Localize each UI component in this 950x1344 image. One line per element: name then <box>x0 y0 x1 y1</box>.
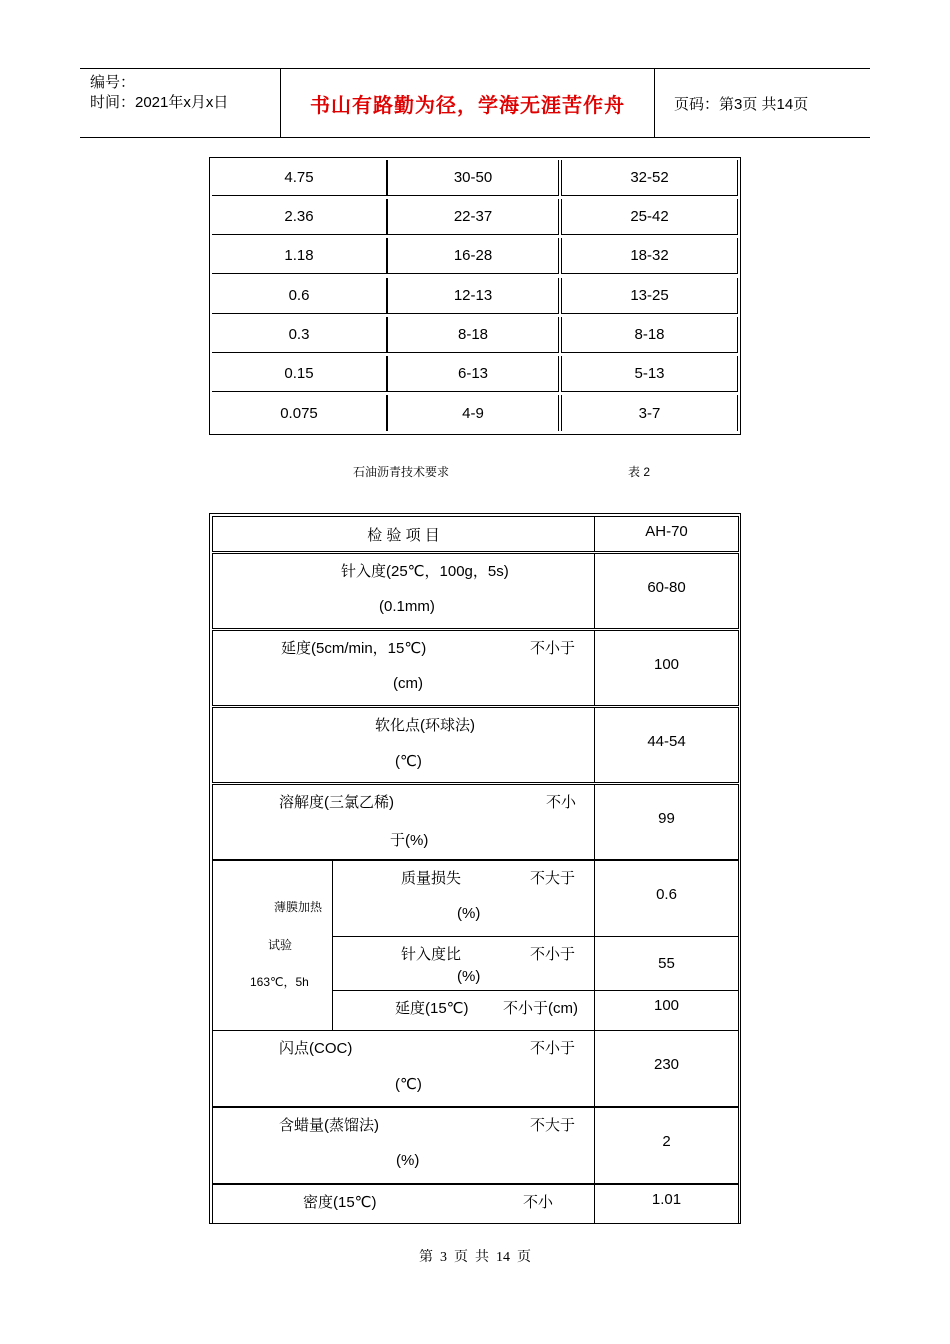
solubility-requirement: 不小 <box>546 794 577 811</box>
asphalt-requirements-table <box>209 513 741 1224</box>
sieve-table <box>209 157 741 435</box>
ductility-requirement: 不小于 <box>530 640 576 657</box>
sieve-size-cell: 0.3 <box>212 317 387 353</box>
ductility-value-cell <box>594 630 739 706</box>
mass-loss-value-cell <box>594 860 739 937</box>
flash-label: 闪点(COC) <box>279 1040 353 1057</box>
sieve-size-cell: 0.075 <box>212 395 387 431</box>
page-header <box>80 68 870 138</box>
penetration-value-cell <box>594 553 739 629</box>
pen-ratio-value: 55 <box>658 955 675 972</box>
flash-value-cell <box>594 1030 739 1107</box>
solubility-item-cell <box>212 784 595 860</box>
ductility-unit: (cm) <box>393 675 423 692</box>
penetration-label: 针入度(25℃，100g，5s) <box>341 563 509 580</box>
ductility-value: 100 <box>653 656 680 673</box>
range-cell: 30-50 <box>387 160 559 196</box>
range-cell: 13-25 <box>561 278 738 314</box>
tfot-mass-loss-cell <box>332 860 595 937</box>
table-row <box>210 315 740 354</box>
table-row <box>210 393 740 432</box>
wax-value: 2 <box>662 1133 671 1150</box>
tfot-label-line1: 薄膜加热 <box>274 900 323 914</box>
range-cell: 5-13 <box>561 356 738 392</box>
header-item-cell <box>212 516 595 552</box>
density-item-cell <box>212 1184 595 1223</box>
solubility-label: 溶解度(三氯乙稀) <box>279 794 394 811</box>
tfot-pen-ratio-cell <box>332 936 595 991</box>
penetration-unit: (0.1mm) <box>379 598 435 615</box>
tfot-ductility-requirement: 不小于(cm) <box>503 1000 578 1017</box>
tfot-label-cell <box>212 860 333 1031</box>
sieve-size-cell: 0.6 <box>212 278 387 314</box>
mass-loss-requirement: 不大于 <box>530 870 576 887</box>
sieve-size-cell: 0.15 <box>212 356 387 392</box>
sieve-size-cell: 1.18 <box>212 238 387 274</box>
softening-value-cell <box>594 707 739 783</box>
page-info-text: 页码：第3页 共14页 <box>674 95 809 113</box>
mass-loss-label: 质量损失 <box>401 870 462 887</box>
header-page-info <box>664 69 870 137</box>
ductility-label: 延度(5cm/min，15℃) <box>281 640 427 657</box>
header-info-cell <box>80 69 281 137</box>
range-cell: 18-32 <box>561 238 738 274</box>
header-grade-label: AH-70 <box>645 523 688 540</box>
ductility-item-cell <box>212 630 595 706</box>
tfot-ductility-value: 100 <box>653 997 680 1014</box>
range-cell: 3-7 <box>561 395 738 431</box>
header-item-label: 检 验 项 目 <box>367 527 440 544</box>
wax-unit: (%) <box>396 1152 420 1169</box>
range-cell: 22-37 <box>387 199 559 235</box>
density-value-cell <box>594 1184 739 1223</box>
solubility-value-cell <box>594 784 739 860</box>
range-cell: 12-13 <box>387 278 559 314</box>
table-row <box>210 158 740 197</box>
pen-ratio-label: 针入度比 <box>401 946 462 963</box>
doc-number-label: 编号： <box>90 74 136 91</box>
mass-loss-unit: (%) <box>457 905 481 922</box>
density-label: 密度(15℃) <box>303 1194 377 1211</box>
solubility-unit: 于(%) <box>390 832 429 849</box>
flash-item-cell <box>212 1030 595 1107</box>
penetration-value: 60-80 <box>647 579 686 596</box>
range-cell: 8-18 <box>387 317 559 353</box>
flash-requirement: 不小于 <box>530 1040 576 1057</box>
table-row <box>210 197 740 236</box>
sieve-size-cell: 4.75 <box>212 160 387 196</box>
header-grade-cell <box>594 516 739 552</box>
penetration-item-cell <box>212 553 595 629</box>
wax-requirement: 不大于 <box>530 1117 576 1134</box>
softening-unit: (℃) <box>395 753 422 770</box>
range-cell: 25-42 <box>561 199 738 235</box>
range-cell: 32-52 <box>561 160 738 196</box>
table-caption-title: 石油沥青技术要求 <box>353 465 450 479</box>
density-requirement: 不小 <box>523 1194 554 1211</box>
table-caption-number: 表 2 <box>628 465 651 479</box>
wax-label: 含蜡量(蒸馏法) <box>279 1117 379 1134</box>
softening-value: 44-54 <box>647 733 686 750</box>
wax-value-cell <box>594 1107 739 1184</box>
flash-value: 230 <box>653 1056 680 1073</box>
pen-ratio-unit: (%) <box>457 968 481 985</box>
pen-ratio-value-cell <box>594 936 739 991</box>
tfot-label-line2: 试验 <box>268 938 293 952</box>
table-row <box>210 236 740 275</box>
table-row <box>210 354 740 393</box>
mass-loss-value: 0.6 <box>656 886 677 903</box>
range-cell: 4-9 <box>387 395 559 431</box>
wax-item-cell <box>212 1107 595 1184</box>
density-value: 1.01 <box>651 1191 682 1208</box>
tfot-ductility-cell <box>332 990 595 1031</box>
flash-unit: (℃) <box>395 1076 422 1093</box>
range-cell: 8-18 <box>561 317 738 353</box>
tfot-ductility-label: 延度(15℃) <box>395 1000 469 1017</box>
table-row <box>210 276 740 315</box>
sieve-size-cell: 2.36 <box>212 199 387 235</box>
range-cell: 6-13 <box>387 356 559 392</box>
pen-ratio-requirement: 不小于 <box>530 946 576 963</box>
softening-item-cell <box>212 707 595 783</box>
header-motto: 书山有路勤为径，学海无涯苦作舟 <box>281 69 655 137</box>
solubility-value: 99 <box>658 810 675 827</box>
range-cell: 16-28 <box>387 238 559 274</box>
softening-label: 软化点(环球法) <box>375 717 475 734</box>
tfot-ductility-value-cell <box>594 990 739 1031</box>
doc-time-label: 时间：2021年x月x日 <box>90 94 229 111</box>
page-footer: 第 3 页 共 14 页 <box>419 1250 531 1265</box>
tfot-label-line3: 163℃，5h <box>250 975 309 989</box>
